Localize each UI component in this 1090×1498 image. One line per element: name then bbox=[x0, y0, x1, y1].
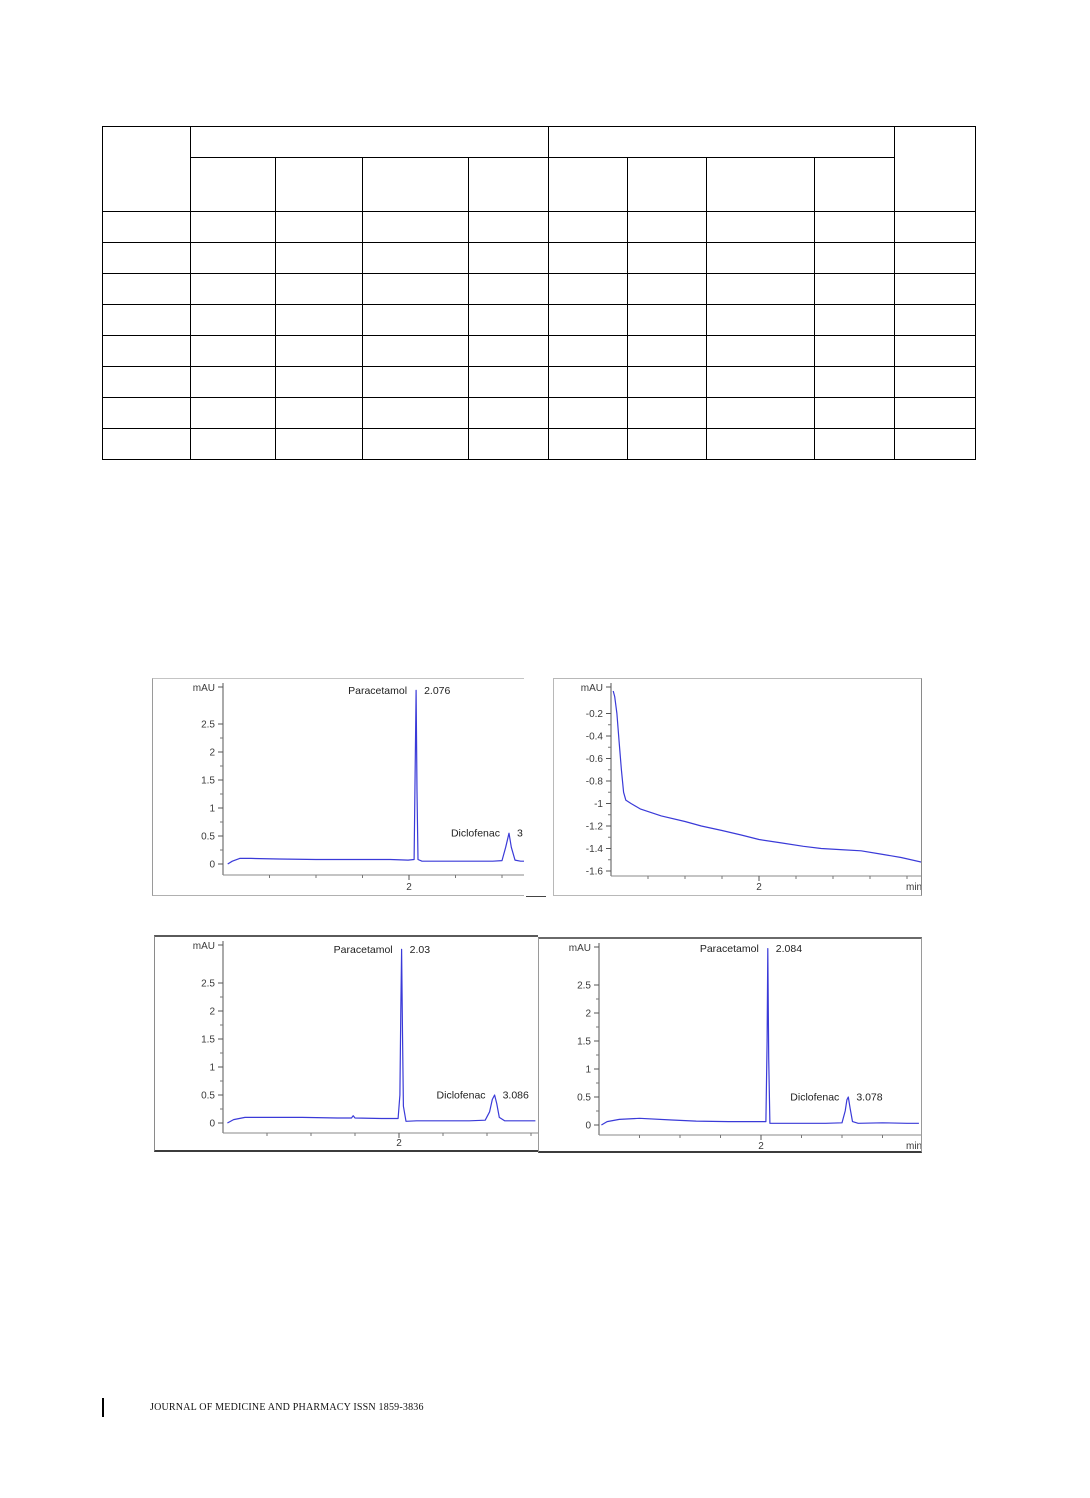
footer-rule bbox=[102, 1398, 104, 1417]
table-cell bbox=[103, 398, 191, 429]
table-cell bbox=[191, 305, 276, 336]
table-subheader-cell bbox=[628, 158, 707, 212]
y-tick-label: -1 bbox=[594, 799, 603, 810]
y-tick-label: -0.8 bbox=[585, 776, 603, 788]
y-tick-label: -1.2 bbox=[585, 821, 603, 833]
peak-label-time: 2.076 bbox=[424, 684, 451, 697]
table-cell bbox=[707, 212, 815, 243]
x-tick-label: 2 bbox=[758, 1141, 764, 1152]
table-cell bbox=[549, 398, 628, 429]
table-cell bbox=[469, 305, 549, 336]
table-cell bbox=[815, 367, 895, 398]
table-row bbox=[103, 398, 976, 429]
peak-label-time: 3.078 bbox=[856, 1091, 883, 1104]
table-cell bbox=[628, 367, 707, 398]
table-cell bbox=[103, 274, 191, 305]
table-cell bbox=[549, 336, 628, 367]
table-cell bbox=[276, 367, 363, 398]
table-cell bbox=[363, 274, 469, 305]
table-cell bbox=[628, 243, 707, 274]
table-cell bbox=[628, 212, 707, 243]
table-cell bbox=[895, 305, 976, 336]
y-tick-label: 1.5 bbox=[201, 1034, 215, 1046]
table-cell bbox=[815, 398, 895, 429]
table-cell bbox=[103, 243, 191, 274]
y-tick-label: 1 bbox=[209, 803, 215, 815]
table-subheader-cell bbox=[469, 158, 549, 212]
table-header-row bbox=[103, 127, 976, 158]
y-tick-label: 1 bbox=[585, 1064, 591, 1076]
table-cell bbox=[628, 305, 707, 336]
table-cell bbox=[628, 398, 707, 429]
peak-label-name: Diclofenac bbox=[790, 1091, 840, 1104]
y-tick-label: 1.5 bbox=[201, 775, 215, 787]
table-row bbox=[103, 305, 976, 336]
table-subheader-cell bbox=[815, 158, 895, 212]
table-cell bbox=[549, 367, 628, 398]
table-cell bbox=[707, 274, 815, 305]
y-tick-label: 0.5 bbox=[577, 1092, 591, 1104]
table-cell bbox=[103, 336, 191, 367]
chromatogram-blank bbox=[553, 678, 922, 896]
x-tick-label: 2 bbox=[756, 882, 762, 893]
results-table bbox=[102, 126, 976, 460]
table-cell bbox=[191, 367, 276, 398]
table-cell bbox=[549, 429, 628, 460]
table-cell bbox=[895, 367, 976, 398]
y-tick-label: 2.5 bbox=[201, 978, 215, 990]
table-header-cell bbox=[103, 127, 191, 212]
table-cell bbox=[363, 243, 469, 274]
table-cell bbox=[191, 398, 276, 429]
table-cell bbox=[191, 429, 276, 460]
table-subheader-cell bbox=[363, 158, 469, 212]
x-tick-label: 2 bbox=[396, 1138, 402, 1149]
table-subheader-row bbox=[103, 158, 976, 212]
y-tick-label: 2 bbox=[209, 747, 215, 759]
table-cell bbox=[628, 429, 707, 460]
table-cell bbox=[707, 336, 815, 367]
y-tick-label: -1.4 bbox=[585, 844, 603, 855]
y-tick-label: 2.5 bbox=[577, 980, 591, 992]
y-tick-label: 0.5 bbox=[201, 1090, 215, 1102]
x-unit-label: min bbox=[906, 1141, 923, 1152]
table-cell bbox=[815, 212, 895, 243]
y-tick-label: 2.5 bbox=[201, 719, 215, 731]
table-subheader-cell bbox=[549, 158, 628, 212]
peak-label-name: Paracetamol bbox=[333, 943, 393, 956]
table-cell bbox=[628, 274, 707, 305]
chromatogram-trace bbox=[227, 949, 535, 1123]
chromatogram-standard bbox=[152, 678, 524, 896]
table-cell bbox=[276, 243, 363, 274]
figure-divider-mark bbox=[526, 896, 546, 897]
table-cell bbox=[549, 212, 628, 243]
table-cell bbox=[103, 429, 191, 460]
table-cell bbox=[103, 305, 191, 336]
table-cell bbox=[363, 398, 469, 429]
chromatogram-plot bbox=[155, 937, 538, 1152]
table-cell bbox=[628, 336, 707, 367]
y-unit-label: mAU bbox=[192, 683, 215, 694]
y-unit-label: mAU bbox=[580, 683, 603, 694]
y-tick-label: -0.6 bbox=[585, 754, 603, 765]
journal-footer: JOURNAL OF MEDICINE AND PHARMACY ISSN 1859-3836 bbox=[150, 1402, 424, 1413]
table-cell bbox=[469, 274, 549, 305]
table-cell bbox=[103, 212, 191, 243]
table-cell bbox=[363, 336, 469, 367]
table-row bbox=[103, 274, 976, 305]
y-tick-label: 0 bbox=[209, 1118, 215, 1130]
table-cell bbox=[549, 243, 628, 274]
table-group-header bbox=[191, 127, 549, 158]
chromatogram-sample-b bbox=[538, 937, 922, 1153]
peak-label-time: 2.084 bbox=[775, 943, 803, 956]
y-tick-label: 2 bbox=[209, 1006, 215, 1018]
table-header-cell bbox=[895, 127, 976, 212]
peak-label-name: Diclofenac bbox=[436, 1089, 486, 1102]
table-cell bbox=[707, 243, 815, 274]
table-cell bbox=[469, 212, 549, 243]
y-tick-label: 0.5 bbox=[201, 831, 215, 843]
table-cell bbox=[815, 274, 895, 305]
table-cell bbox=[276, 336, 363, 367]
chromatogram-plot bbox=[539, 939, 922, 1153]
peak-label-time: 2.03 bbox=[409, 943, 431, 956]
peak-label-name: Diclofenac bbox=[450, 827, 500, 840]
table-cell bbox=[549, 305, 628, 336]
table-row bbox=[103, 243, 976, 274]
peak-label-name: Paracetamol bbox=[348, 684, 408, 697]
y-tick-label: 2 bbox=[585, 1008, 591, 1020]
table-cell bbox=[895, 398, 976, 429]
table-group-header bbox=[549, 127, 895, 158]
y-tick-label: 0 bbox=[585, 1120, 591, 1132]
table-row bbox=[103, 212, 976, 243]
y-tick-label: -0.2 bbox=[585, 709, 603, 720]
y-tick-label: -1.6 bbox=[585, 866, 603, 878]
table-cell bbox=[103, 367, 191, 398]
table-cell bbox=[895, 243, 976, 274]
y-tick-label: 0 bbox=[209, 859, 215, 871]
y-unit-label: mAU bbox=[568, 943, 591, 954]
table-cell bbox=[707, 367, 815, 398]
table-cell bbox=[815, 305, 895, 336]
table-row bbox=[103, 429, 976, 460]
table-cell bbox=[363, 305, 469, 336]
y-tick-label: 1 bbox=[209, 1062, 215, 1074]
table-cell bbox=[191, 212, 276, 243]
table-cell bbox=[276, 398, 363, 429]
table-cell bbox=[549, 274, 628, 305]
table-subheader-cell bbox=[191, 158, 276, 212]
chromatogram-plot bbox=[554, 679, 922, 896]
table-cell bbox=[895, 336, 976, 367]
table-cell bbox=[363, 367, 469, 398]
table-cell bbox=[815, 243, 895, 274]
table-cell bbox=[469, 429, 549, 460]
table-cell bbox=[276, 212, 363, 243]
table-cell bbox=[895, 212, 976, 243]
table-row bbox=[103, 336, 976, 367]
table-subheader-cell bbox=[276, 158, 363, 212]
table-cell bbox=[191, 274, 276, 305]
peak-label-time: 3.086 bbox=[502, 1089, 529, 1102]
table-row bbox=[103, 367, 976, 398]
table-cell bbox=[707, 305, 815, 336]
table-cell bbox=[469, 336, 549, 367]
table-cell bbox=[191, 243, 276, 274]
y-tick-label: -0.4 bbox=[585, 731, 603, 743]
table-cell bbox=[276, 274, 363, 305]
chromatogram-trace bbox=[613, 691, 921, 862]
table-cell bbox=[895, 274, 976, 305]
x-tick-label: 2 bbox=[406, 882, 412, 893]
chromatogram-sample-a bbox=[154, 935, 538, 1152]
y-tick-label: 1.5 bbox=[577, 1036, 591, 1048]
peak-label-name: Paracetamol bbox=[699, 943, 759, 956]
table-cell bbox=[276, 305, 363, 336]
table-cell bbox=[363, 429, 469, 460]
table-cell bbox=[707, 398, 815, 429]
table-cell bbox=[363, 212, 469, 243]
peak-label-time: 3 bbox=[516, 827, 523, 840]
x-unit-label: min bbox=[906, 882, 923, 893]
table-cell bbox=[469, 243, 549, 274]
chromatogram-plot bbox=[153, 679, 524, 896]
table-cell bbox=[191, 336, 276, 367]
table-cell bbox=[469, 398, 549, 429]
y-unit-label: mAU bbox=[192, 941, 215, 952]
table-subheader-cell bbox=[707, 158, 815, 212]
table-cell bbox=[276, 429, 363, 460]
table-cell bbox=[815, 429, 895, 460]
table-cell bbox=[469, 367, 549, 398]
table-cell bbox=[815, 336, 895, 367]
table-cell bbox=[895, 429, 976, 460]
table-body bbox=[103, 212, 976, 460]
table-cell bbox=[707, 429, 815, 460]
